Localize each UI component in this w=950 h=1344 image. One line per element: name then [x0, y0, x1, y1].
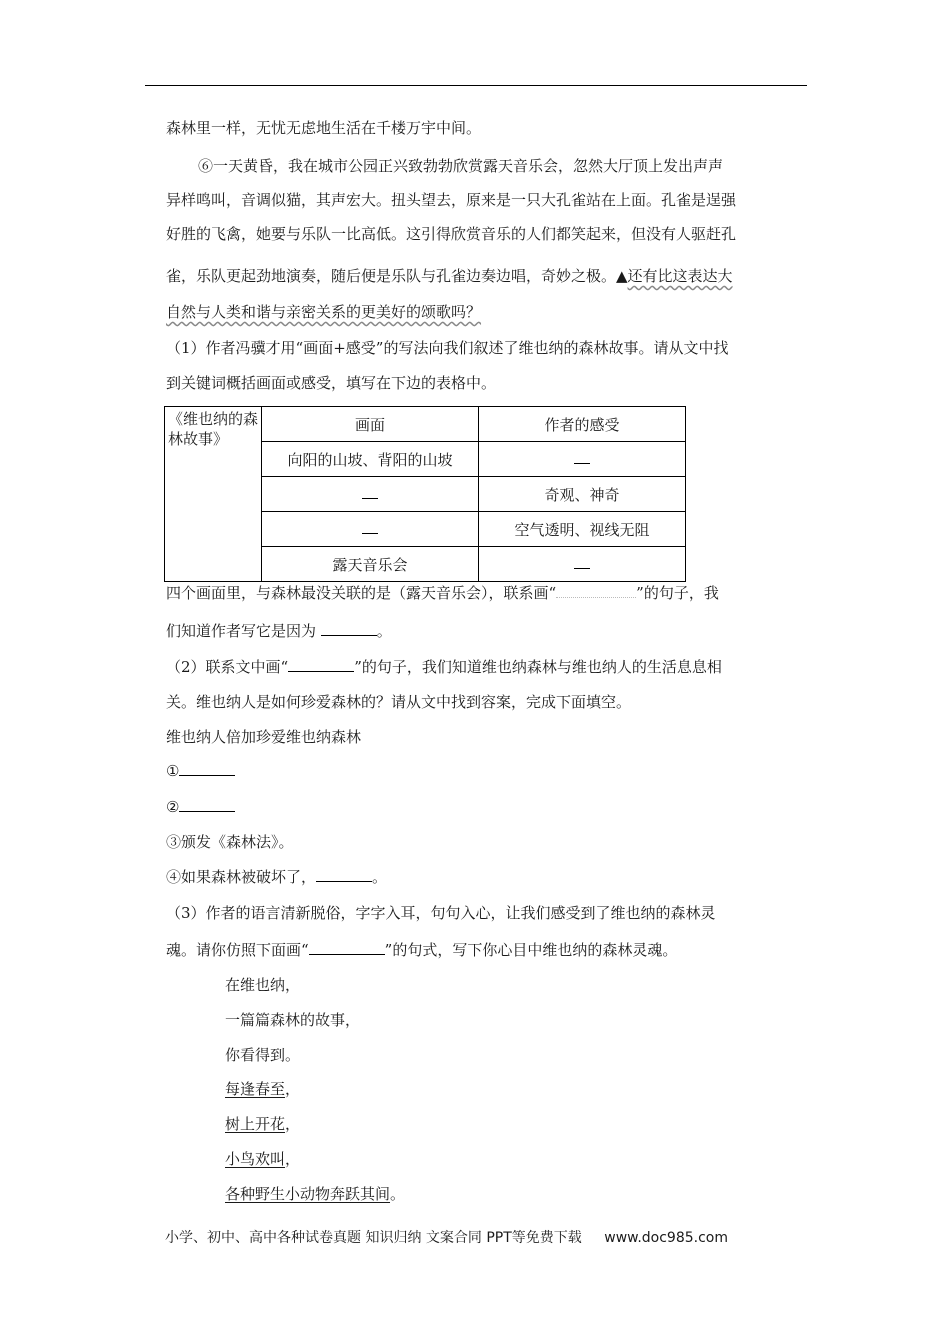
answer-blank-cell[interactable] [479, 547, 686, 582]
question-3-line: （3）作者的语言清新脱俗，字字入耳，句句入心，让我们感受到了维也纳的森林灵 [166, 904, 716, 922]
answer-blank[interactable] [362, 525, 378, 534]
fill-item: ③颁发《森林法》。 [166, 833, 294, 851]
paragraph-line: 森林里一样，无忧无虑地生活在千楼万宇中间。 [166, 119, 482, 137]
answer-blank[interactable] [574, 560, 590, 569]
poem-line: 在维也纳， [225, 976, 301, 994]
answer-blank[interactable] [362, 490, 378, 499]
paragraph-line: 异样鸣叫，音调似猫，其声宏大。扭头望去，原来是一只大孔雀站在上面。孔雀是逞强 [166, 191, 737, 209]
table-cell: 向阳的山坡、背阳的山坡 [262, 442, 479, 477]
underlined-text: 每逢春至 [225, 1080, 286, 1098]
footer-text: 小学、初中、高中各种试卷真题 知识归纳 文案合同 PPT等免费下载 [165, 1230, 582, 1246]
paragraph-line [166, 266, 733, 286]
text-segment: 四个画面里，与森林最没关联的是（露天音乐会），联系画“ [166, 584, 557, 602]
dotted-blank [556, 583, 636, 598]
paragraph-line: ⑥一天黄昏，我在城市公园正兴致勃勃欣赏露天音乐会，忽然大厅顶上发出声声 [198, 157, 724, 175]
question-2-line: 关。维也纳人是如何珍爱森林的？请从文中找到容案，完成下面填空。 [166, 693, 632, 711]
answer-blank-cell[interactable] [262, 512, 479, 547]
header-rule [145, 85, 807, 86]
answer-blank[interactable] [316, 867, 372, 882]
answer-blank-cell[interactable] [479, 442, 686, 477]
punctuation: ， [285, 1115, 301, 1133]
fill-item [166, 867, 387, 887]
question-2-line: 维也纳人倍加珍爱维也纳森林 [166, 728, 362, 746]
text-segment: （2）联系文中画“ [166, 658, 289, 676]
question-1-line: 到关键词概括画面或感受，填写在下边的表格中。 [166, 374, 497, 392]
text-segment: 。 [376, 622, 392, 640]
underlined-text: 各种野生小动物奔跃其间 [225, 1185, 391, 1203]
question-3-line [166, 940, 677, 960]
poem-line [225, 1184, 405, 1204]
item-number: ① [166, 762, 180, 780]
question-1-line: （1）作者冯骥才用“画面+感受”的写法向我们叙述了维也纳的森林故事。请从文中找 [166, 339, 729, 357]
poem-line: 你看得到。 [225, 1046, 301, 1064]
page-footer [165, 1227, 728, 1247]
underline-sample [309, 940, 385, 955]
item-number: ② [166, 798, 180, 816]
underline-sample [288, 657, 354, 672]
wavy-underlined-line: 自然与人类和谐与亲密关系的更美好的颂歌吗？ [166, 303, 482, 321]
poem-line [225, 1149, 300, 1169]
text-segment: ”的句子，我 [636, 584, 719, 602]
answer-blank[interactable] [574, 455, 590, 464]
table-cell: 奇观、神奇 [479, 477, 686, 512]
question-1-line [166, 621, 392, 641]
text-segment: ”的句式，写下你心目中维也纳的森林灵魂。 [384, 941, 678, 959]
text-segment: 魂。请你仿照下面画“ [166, 941, 309, 959]
punctuation: ， [285, 1080, 301, 1098]
footer-url[interactable]: www.doc985.com [604, 1230, 728, 1246]
answer-blank-cell[interactable] [262, 477, 479, 512]
table-header: 作者的感受 [479, 407, 686, 442]
paragraph-line: 好胜的飞禽，她要与乐队一比高低。这引得欣赏音乐的人们都笑起来，但没有人驱赶孔 [166, 225, 737, 243]
wavy-underlined-text: 还有比这表达大 [627, 267, 733, 285]
question-1-line [166, 583, 719, 603]
underlined-text: 树上开花 [225, 1115, 286, 1133]
punctuation: ， [285, 1150, 301, 1168]
poem-line: 一篇篇森林的故事， [225, 1011, 361, 1029]
poem-line [225, 1114, 300, 1134]
table-cell: 露天音乐会 [262, 547, 479, 582]
table-cell: 空气透明、视线无阻 [479, 512, 686, 547]
question-2-line [166, 657, 722, 677]
answer-blank[interactable] [179, 761, 235, 776]
punctuation: 。 [390, 1185, 406, 1203]
poem-line [225, 1079, 300, 1099]
answer-blank[interactable] [179, 797, 235, 812]
text-segment: 雀，乐队更起劲地演奏，随后便是乐队与孔雀边奏边唱，奇妙之极。▲ [166, 267, 628, 285]
table-header: 画面 [262, 407, 479, 442]
underlined-text: 小鸟欢叫 [225, 1150, 286, 1168]
fill-item [166, 761, 235, 781]
answer-blank[interactable] [321, 621, 377, 636]
fill-item [166, 797, 235, 817]
text-segment: ”的句子，我们知道维也纳森林与维也纳人的生活息息相 [354, 658, 722, 676]
text-segment: 们知道作者写它是因为 [166, 622, 321, 640]
text-segment: 。 [372, 868, 388, 886]
story-table [164, 406, 686, 582]
table-title-cell: 《维也纳的森林故事》 [165, 407, 262, 582]
text-segment: ④如果森林被破坏了， [166, 868, 317, 886]
